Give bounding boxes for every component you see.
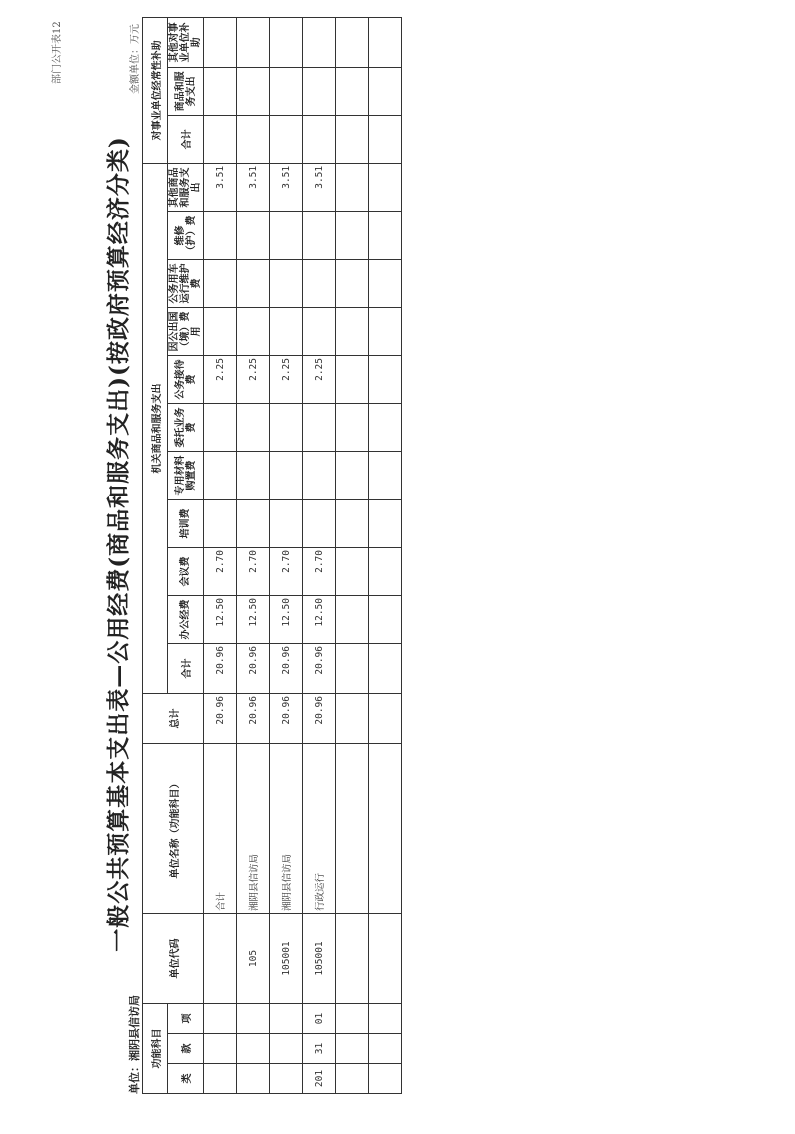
cell-special <box>204 452 237 500</box>
header-func-subject: 功能科目 <box>143 1004 168 1094</box>
header-unit-name: 单位名称（功能科目） <box>143 744 204 914</box>
cell-total: 20.96 <box>270 694 303 744</box>
cell-office: 12.50 <box>270 596 303 644</box>
header-repair: 维修（护）费 <box>168 212 204 260</box>
amount-unit: 金额单位：万元 <box>130 24 141 94</box>
cell-entrusted <box>303 404 336 452</box>
header-org-subtotal: 合计 <box>168 644 204 694</box>
cell-reception: 2.25 <box>204 356 237 404</box>
page-title: 一般公共预算基本支出表—公用经费(商品和服务支出)(按政府预算经济分类) <box>105 136 132 952</box>
cell-total: 20.96 <box>237 694 270 744</box>
cell-pub-total <box>270 115 303 163</box>
cell-special <box>237 452 270 500</box>
header-lei: 类 <box>168 1064 204 1094</box>
form-code: 部门公开表12 <box>52 21 63 84</box>
cell-repair <box>204 212 237 260</box>
cell-code: 105 <box>237 914 270 1004</box>
cell-meeting: 2.70 <box>303 548 336 596</box>
cell-pub-goods <box>204 67 237 115</box>
header-total: 总计 <box>143 694 204 744</box>
header-vehicle: 公务用车运行维护费 <box>168 260 204 308</box>
cell-pub-total <box>237 115 270 163</box>
cell-name: 湘阴县信访局 <box>270 744 303 914</box>
header-unit-code: 单位代码 <box>143 914 204 1004</box>
cell-xiang: 01 <box>303 1004 336 1034</box>
cell-lei <box>204 1064 237 1094</box>
cell-abroad <box>237 308 270 356</box>
cell-meeting: 2.70 <box>204 548 237 596</box>
cell-xiang <box>204 1004 237 1034</box>
cell-code: 105001 <box>270 914 303 1004</box>
cell-code: 105001 <box>303 914 336 1004</box>
cell-training <box>237 500 270 548</box>
cell-lei: 201 <box>303 1064 336 1094</box>
cell-kuan <box>204 1034 237 1064</box>
cell-abroad <box>204 308 237 356</box>
cell-pub-other <box>237 17 270 67</box>
cell-total: 20.96 <box>303 694 336 744</box>
cell-repair <box>237 212 270 260</box>
cell-pub-goods <box>237 67 270 115</box>
cell-repair <box>270 212 303 260</box>
header-pub-other: 其他对事业单位补助 <box>168 17 204 67</box>
cell-other: 3.51 <box>303 163 336 211</box>
header-special-material: 专用材料购置费 <box>168 452 204 500</box>
header-other-goods: 其他商品和服务支出 <box>168 163 204 211</box>
cell-org-total: 20.96 <box>204 644 237 694</box>
header-pub-subtotal: 合计 <box>168 115 204 163</box>
header-pub-goods: 商品和服务支出 <box>168 67 204 115</box>
cell-abroad <box>303 308 336 356</box>
cell-name: 湘阴县信访局 <box>237 744 270 914</box>
cell-vehicle <box>270 260 303 308</box>
table-row-empty <box>336 17 369 1093</box>
cell-special <box>303 452 336 500</box>
table-row <box>303 17 336 1093</box>
cell-org-total: 20.96 <box>237 644 270 694</box>
cell-pub-other <box>303 17 336 67</box>
cell-meeting: 2.70 <box>237 548 270 596</box>
cell-pub-goods <box>303 67 336 115</box>
cell-vehicle <box>303 260 336 308</box>
cell-training <box>270 500 303 548</box>
cell-kuan: 31 <box>303 1034 336 1064</box>
cell-entrusted <box>270 404 303 452</box>
table-row <box>237 17 270 1093</box>
cell-name: 合计 <box>204 744 237 914</box>
cell-vehicle <box>204 260 237 308</box>
cell-reception: 2.25 <box>270 356 303 404</box>
cell-office: 12.50 <box>303 596 336 644</box>
cell-xiang <box>270 1004 303 1034</box>
cell-pub-other <box>270 17 303 67</box>
cell-lei <box>270 1064 303 1094</box>
header-reception: 公务接待费 <box>168 356 204 404</box>
cell-pub-total <box>204 115 237 163</box>
cell-lei <box>237 1064 270 1094</box>
cell-org-total: 20.96 <box>303 644 336 694</box>
header-org-group: 机关商品和服务支出 <box>143 163 168 693</box>
cell-abroad <box>270 308 303 356</box>
cell-special <box>270 452 303 500</box>
cell-org-total: 20.96 <box>270 644 303 694</box>
cell-vehicle <box>237 260 270 308</box>
budget-table <box>142 17 402 1094</box>
cell-reception: 2.25 <box>237 356 270 404</box>
header-kuan: 款 <box>168 1034 204 1064</box>
header-meeting: 会议费 <box>168 548 204 596</box>
cell-training <box>204 500 237 548</box>
cell-entrusted <box>237 404 270 452</box>
header-xiang: 项 <box>168 1004 204 1034</box>
cell-other: 3.51 <box>270 163 303 211</box>
cell-kuan <box>237 1034 270 1064</box>
cell-repair <box>303 212 336 260</box>
unit-label: 单位：湘阴县信访局 <box>128 995 141 1094</box>
cell-meeting: 2.70 <box>270 548 303 596</box>
cell-total: 20.96 <box>204 694 237 744</box>
cell-pub-total <box>303 115 336 163</box>
cell-pub-goods <box>270 67 303 115</box>
cell-other: 3.51 <box>204 163 237 211</box>
cell-name: 行政运行 <box>303 744 336 914</box>
cell-kuan <box>270 1034 303 1064</box>
cell-xiang <box>237 1004 270 1034</box>
table-row <box>204 17 237 1093</box>
table-row-empty <box>369 17 402 1093</box>
header-office: 办公经费 <box>168 596 204 644</box>
table-row <box>270 17 303 1093</box>
cell-reception: 2.25 <box>303 356 336 404</box>
header-training: 培训费 <box>168 500 204 548</box>
cell-office: 12.50 <box>204 596 237 644</box>
header-abroad: 因公出国（境）费用 <box>168 308 204 356</box>
cell-code <box>204 914 237 1004</box>
cell-office: 12.50 <box>237 596 270 644</box>
cell-entrusted <box>204 404 237 452</box>
header-pub-group: 对事业单位经常性补助 <box>143 17 168 163</box>
cell-training <box>303 500 336 548</box>
header-entrusted: 委托业务费 <box>168 404 204 452</box>
cell-other: 3.51 <box>237 163 270 211</box>
cell-pub-other <box>204 17 237 67</box>
